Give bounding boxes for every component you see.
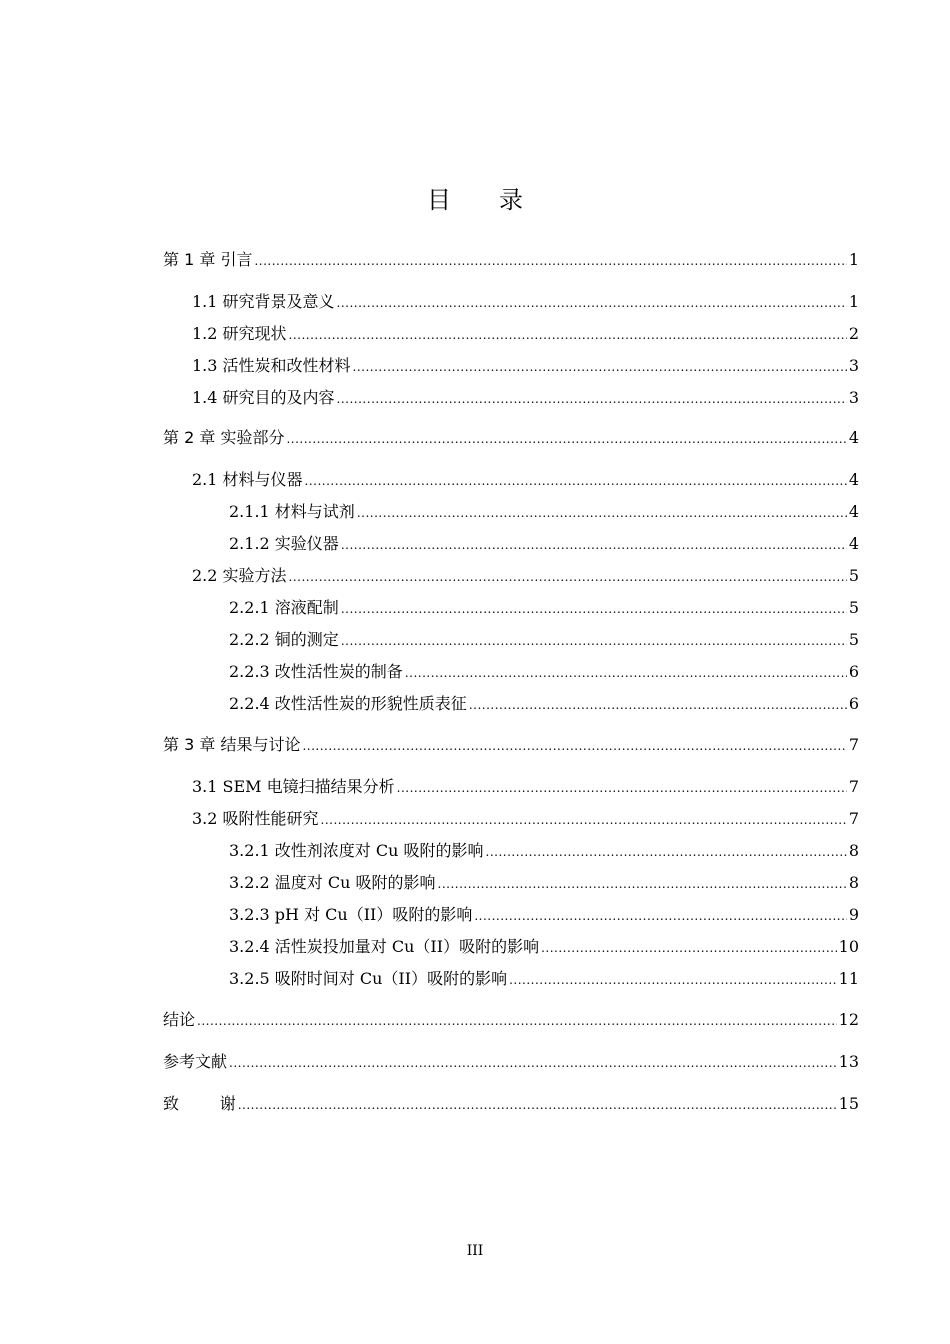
toc-label: 第 2 章 实验部分 <box>163 428 285 447</box>
toc-label: 致 谢 <box>163 1094 236 1113</box>
toc-page: 15 <box>838 1094 859 1113</box>
title-left-char: 目 <box>427 186 451 214</box>
toc-entry[interactable] <box>192 290 859 314</box>
toc-entry[interactable] <box>192 564 859 588</box>
toc-page: 4 <box>848 428 859 447</box>
toc-label: 结论 <box>163 1010 196 1029</box>
toc-entry[interactable] <box>229 839 859 863</box>
toc-leader <box>357 501 847 525</box>
toc-page: 4 <box>848 534 859 553</box>
toc-entry[interactable] <box>229 660 859 684</box>
toc-entry[interactable] <box>229 596 859 620</box>
toc-entry[interactable] <box>229 967 859 991</box>
toc-page: 1 <box>848 292 859 311</box>
page-title <box>0 180 950 215</box>
toc-entry[interactable] <box>229 903 859 927</box>
toc-page: 4 <box>848 470 859 489</box>
toc-leader <box>397 776 847 800</box>
toc-page: 3 <box>848 356 859 375</box>
toc-leader <box>474 904 846 928</box>
toc-page: 7 <box>848 735 859 754</box>
toc-entry[interactable] <box>229 692 859 716</box>
toc-label: 3.1 SEM 电镜扫描结果分析 <box>192 777 395 796</box>
toc-entry[interactable] <box>163 248 859 272</box>
toc-leader <box>438 872 847 896</box>
toc-leader <box>353 355 847 379</box>
toc-page: 7 <box>848 809 859 828</box>
toc-page: 6 <box>848 662 859 681</box>
toc-page: 9 <box>848 905 859 924</box>
toc-page: 5 <box>848 566 859 585</box>
toc-leader <box>286 427 846 451</box>
toc-entry[interactable] <box>192 354 859 378</box>
toc-page: 7 <box>848 777 859 796</box>
toc-entry[interactable] <box>163 426 859 450</box>
toc-entry[interactable] <box>192 807 859 831</box>
toc-leader <box>405 661 847 685</box>
toc-label: 2.1.1 材料与试剂 <box>229 502 355 521</box>
toc-label: 2.1.2 实验仪器 <box>229 534 339 553</box>
toc-leader <box>509 968 837 992</box>
title-right-char: 录 <box>499 186 523 214</box>
toc-entry[interactable] <box>163 1008 859 1032</box>
toc-entry[interactable] <box>229 935 859 959</box>
toc-label: 2.1 材料与仪器 <box>192 470 303 489</box>
toc-leader <box>469 693 847 717</box>
toc-page: 11 <box>838 969 859 988</box>
toc-leader <box>254 249 846 273</box>
toc-page: 2 <box>848 324 859 343</box>
toc-label: 3.2.5 吸附时间对 Cu（II）吸附的影响 <box>229 969 508 988</box>
toc-label: 1.3 活性炭和改性材料 <box>192 356 351 375</box>
toc-label: 2.2.3 改性活性炭的制备 <box>229 662 403 681</box>
toc-page: 1 <box>848 250 859 269</box>
toc-entry[interactable] <box>192 386 859 410</box>
toc-label: 2.2.2 铜的测定 <box>229 630 339 649</box>
toc-leader <box>321 808 847 832</box>
toc-leader <box>302 734 846 758</box>
toc-leader <box>337 291 847 315</box>
toc-leader <box>289 565 847 589</box>
toc-label: 1.4 研究目的及内容 <box>192 388 335 407</box>
toc-label: 1.1 研究背景及意义 <box>192 292 335 311</box>
toc-leader <box>541 936 837 960</box>
toc-page: 5 <box>848 598 859 617</box>
toc-page: 10 <box>838 937 859 956</box>
toc-leader <box>341 629 847 653</box>
toc-leader <box>341 597 847 621</box>
toc-page: 8 <box>848 873 859 892</box>
toc-leader <box>238 1093 837 1117</box>
toc-leader <box>305 469 847 493</box>
toc-page: 5 <box>848 630 859 649</box>
toc-page: 13 <box>838 1052 859 1071</box>
toc-label: 3.2.2 温度对 Cu 吸附的影响 <box>229 873 436 892</box>
toc-entry[interactable] <box>229 871 859 895</box>
toc-entry[interactable] <box>163 1050 859 1074</box>
toc-leader <box>337 387 847 411</box>
toc-leader <box>486 840 847 864</box>
toc-leader <box>229 1051 837 1075</box>
toc-label: 3.2.3 pH 对 Cu（II）吸附的影响 <box>229 905 473 924</box>
page-number: III <box>466 1243 484 1259</box>
toc-page: 3 <box>848 388 859 407</box>
toc-label: 第 1 章 引言 <box>163 250 253 269</box>
toc-entry[interactable] <box>229 532 859 556</box>
toc-leader <box>197 1009 837 1033</box>
toc-page: 8 <box>848 841 859 860</box>
toc-label: 2.2.1 溶液配制 <box>229 598 339 617</box>
toc-leader <box>341 533 847 557</box>
toc-leader <box>289 323 847 347</box>
toc-label: 第 3 章 结果与讨论 <box>163 735 301 754</box>
toc-entry[interactable] <box>163 733 859 757</box>
toc-label: 2.2 实验方法 <box>192 566 287 585</box>
toc-entry[interactable] <box>192 775 859 799</box>
toc-label: 3.2.1 改性剂浓度对 Cu 吸附的影响 <box>229 841 484 860</box>
toc-page: 12 <box>838 1010 859 1029</box>
toc-label: 3.2.4 活性炭投加量对 Cu（II）吸附的影响 <box>229 937 540 956</box>
toc-entry[interactable] <box>163 1092 859 1116</box>
toc-label: 1.2 研究现状 <box>192 324 287 343</box>
toc-page: 4 <box>848 502 859 521</box>
toc-label: 3.2 吸附性能研究 <box>192 809 319 828</box>
toc-entry[interactable] <box>229 500 859 524</box>
toc-label: 参考文献 <box>163 1052 228 1071</box>
toc-entry[interactable] <box>192 322 859 346</box>
toc-entry[interactable] <box>229 628 859 652</box>
toc-label: 2.2.4 改性活性炭的形貌性质表征 <box>229 694 467 713</box>
toc-page: 6 <box>848 694 859 713</box>
toc-entry[interactable] <box>192 468 859 492</box>
